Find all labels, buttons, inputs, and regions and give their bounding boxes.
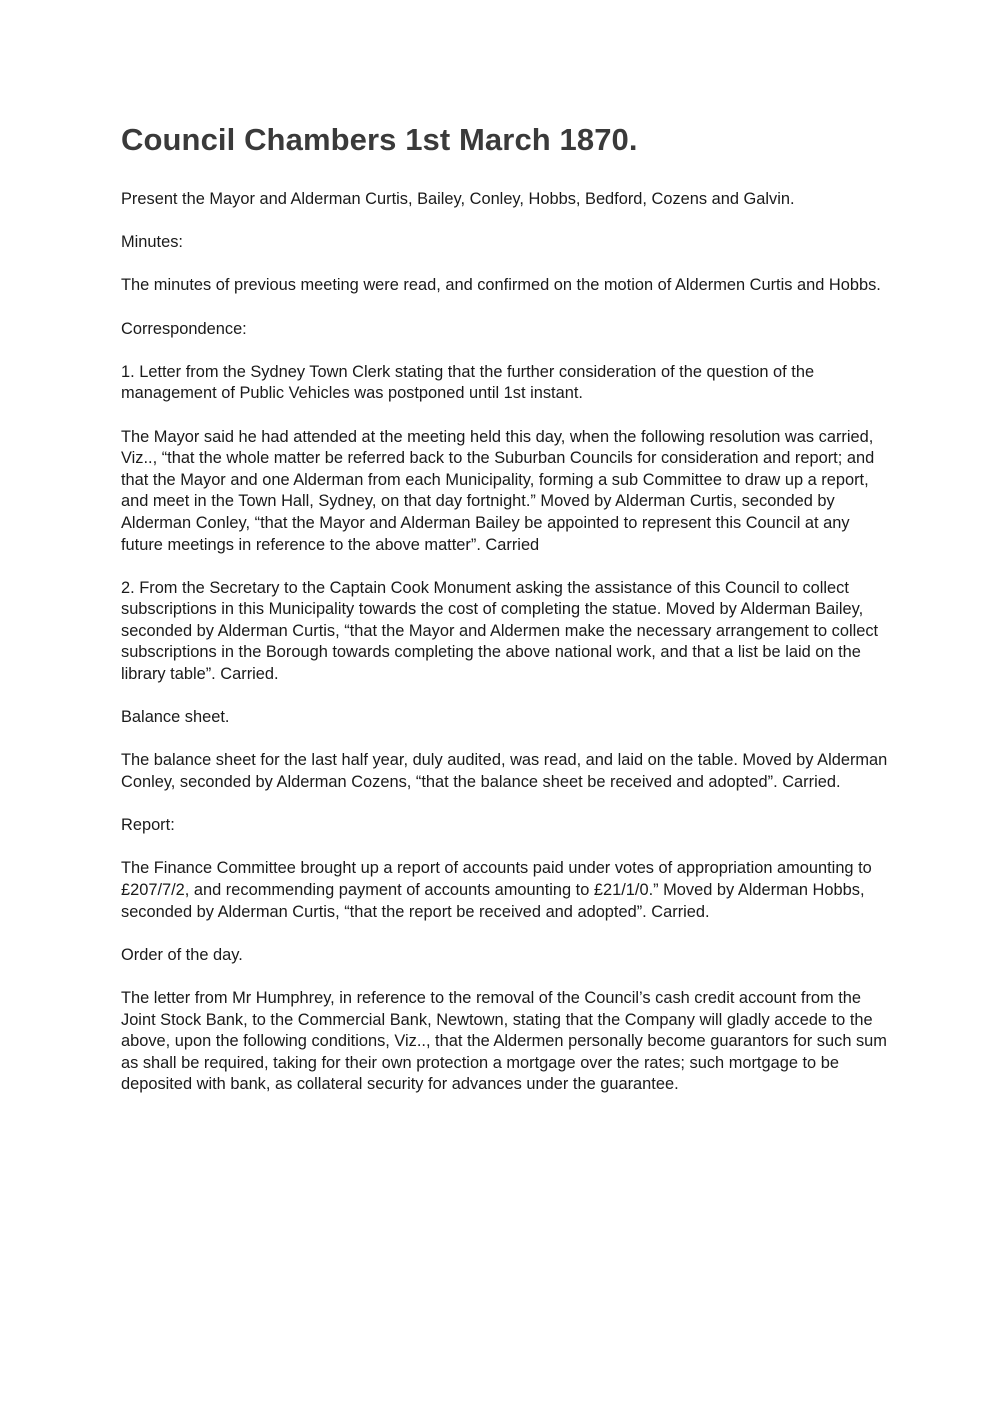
- report-heading: Report:: [121, 816, 175, 835]
- balance-sheet-heading: Balance sheet.: [121, 708, 230, 727]
- minutes-heading: Minutes:: [121, 233, 183, 252]
- page-title: Council Chambers 1st March 1870.: [121, 122, 638, 157]
- attendance-paragraph: Present the Mayor and Alderman Curtis, Bailey, Conley, Hobbs, Bedford, Cozens and Galvin.: [121, 190, 795, 208]
- finance-report-paragraph: The Finance Committee brought up a report of accounts paid under votes of appropriation amounting to £207/7/2, and recommending payment of accounts amounting to £21/1/0.” Moved by Alderman Hobbs, seconded by Alderman Curtis, “that the report be received and adopted”. Carried.: [121, 859, 872, 921]
- correspondence-item-1: 1. Letter from the Sydney Town Clerk stating that the further consideration of the question of the management of Public Vehicles was postponed until 1st instant.: [121, 362, 815, 403]
- order-of-day-heading: Order of the day.: [121, 945, 243, 964]
- mayor-report-paragraph: The Mayor said he had attended at the meeting held this day, when the following resolution was carried, Viz.., “that the whole matter be referred back to the Suburban Councils for consideration and report; and that the Mayor and one Alderman from each Municipality, forming a sub Committee to draw up a report, and meet in the Town Hall, Sydney, on that day fortnight.” Moved by Alderman Curtis, seconded by Alderman Conley, “that the Mayor and Alderman Bailey be appointed to represent this Council at any future meetings in reference to the above matter”. Carried: [121, 427, 875, 554]
- correspondence-heading: Correspondence:: [121, 319, 247, 338]
- balance-sheet-paragraph: The balance sheet for the last half year, duly audited, was read, and laid on the table. Moved by Alderman Conley, seconded by Alderman Cozens, “that the balance sheet be received and adopted”. Carried.: [121, 751, 888, 792]
- document-page: [121, 118, 891, 1118]
- humphrey-letter-paragraph: The letter from Mr Humphrey, in reference to the removal of the Council’s cash credit account from the Joint Stock Bank, to the Commercial Bank, Newtown, stating that the Company will gladly accede to the above, upon the following conditions, Viz.., that the Aldermen personally become guarantors for such sum as shall be required, taking for their own protection a mortgage over the rates; such mortgage to be deposited with bank, as collateral security for advances under the guarantee.: [121, 988, 887, 1094]
- minutes-paragraph: The minutes of previous meeting were read, and confirmed on the motion of Aldermen Curtis and Hobbs.: [121, 276, 881, 295]
- correspondence-item-2: 2. From the Secretary to the Captain Cook Monument asking the assistance of this Council to collect subscriptions in this Municipality towards the cost of completing the statue. Moved by Alderman Bailey, seconded by Alderman Curtis, “that the Mayor and Aldermen make the necessary arrangement to collect subscriptions in the Borough towards completing the above national work, and that a list be laid on the library table”. Carried.: [121, 578, 879, 684]
